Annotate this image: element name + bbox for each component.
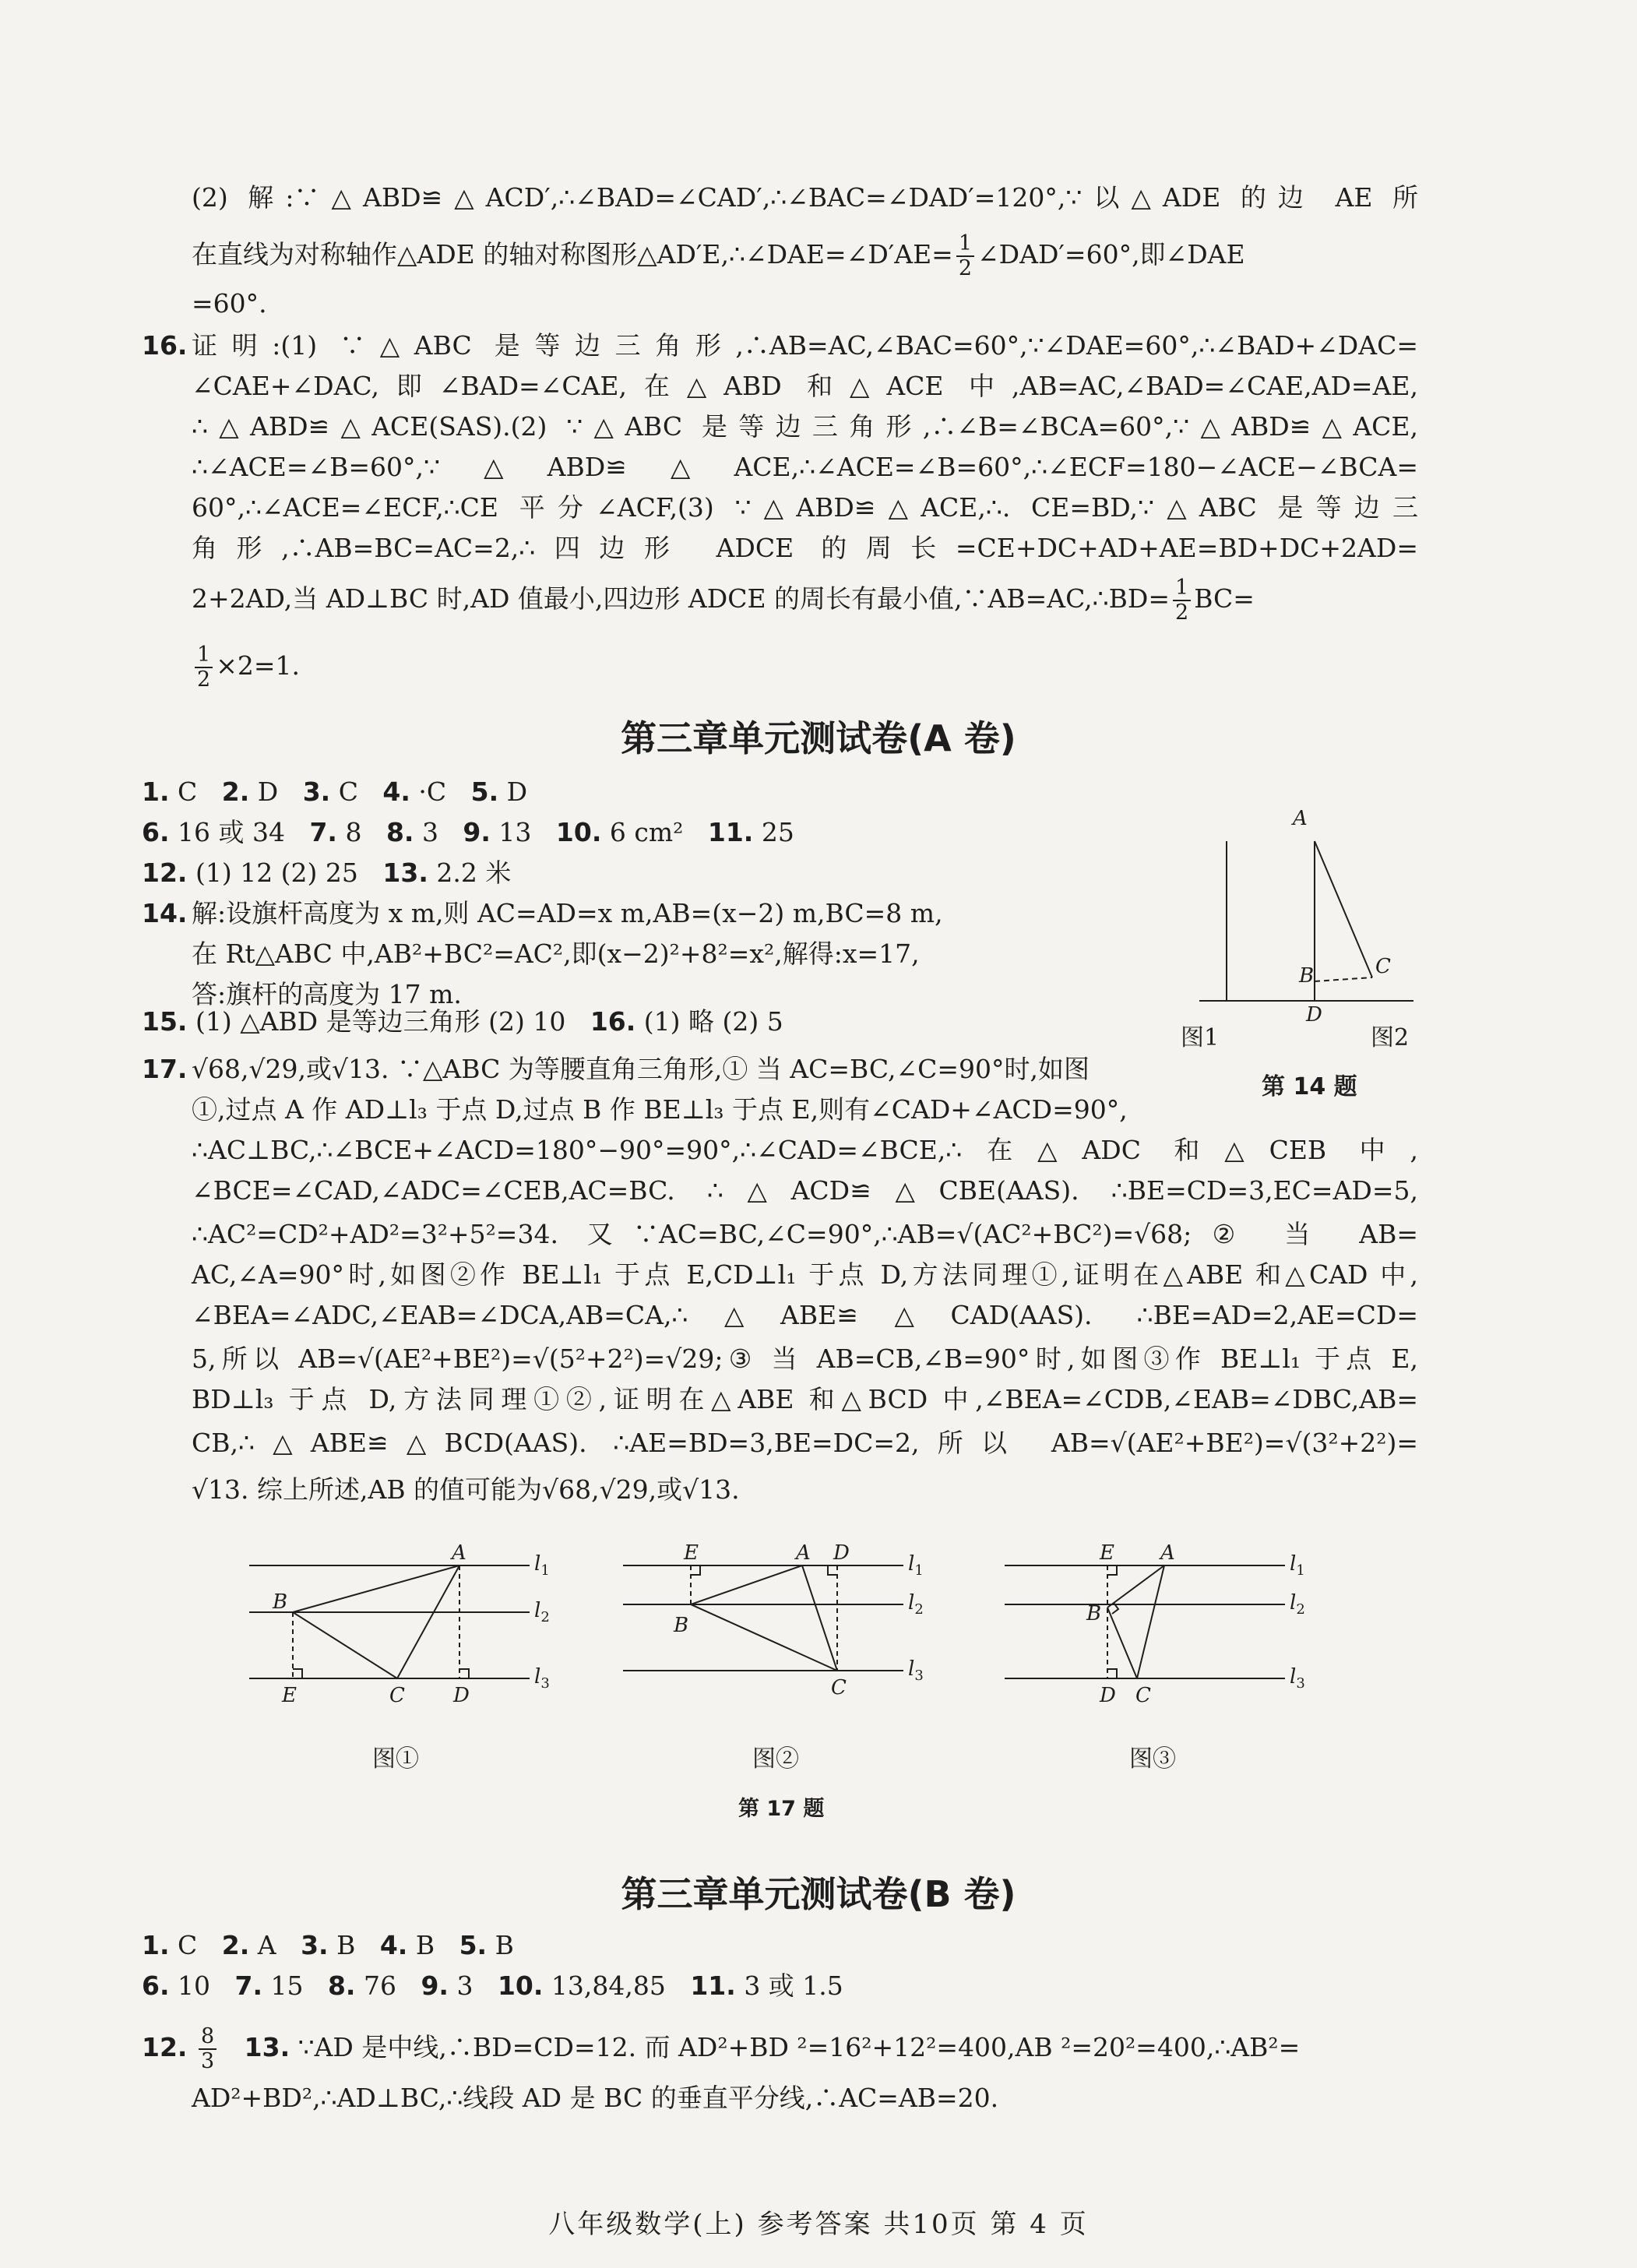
answer-num: 6.	[142, 817, 170, 847]
right-angle-e	[691, 1565, 700, 1575]
l-letter: l	[534, 1665, 541, 1689]
label-c: C	[1375, 955, 1391, 978]
answer-num: 11.	[690, 1970, 736, 2001]
l-subscript: 2	[540, 1609, 550, 1625]
label-l2	[1290, 1591, 1305, 1618]
fig14-caption1: 图1	[1181, 1024, 1220, 1051]
answer-value: 76	[363, 1970, 396, 2001]
q14a-line3: 答:旗杆的高度为 17 m.	[192, 979, 462, 1009]
l-letter: l	[908, 1591, 915, 1615]
answer-value: B	[495, 1930, 514, 1960]
segment-bc	[691, 1604, 837, 1671]
q16-line5: 60°,∴∠ACE=∠ECF,∴CE 平分∠ACF,(3) ∵△ABD≌△ACE,∴. CE=BD,∵△ABC 是等边三	[192, 492, 1418, 523]
l-letter: l	[1290, 1552, 1297, 1576]
answer-value: C	[178, 1930, 198, 1960]
q17-line7: ∠BEA=∠ADC,∠EAB=∠DCA,AB=CA,∴△ABE≌△CAD(AAS). ∴BE=AD=2,AE=CD=	[192, 1300, 1418, 1330]
label-c: C	[1135, 1684, 1151, 1707]
answer-value: (1) △ABD 是等边三角形 (2) 10	[195, 1006, 566, 1037]
answer-value: 15	[270, 1970, 304, 2001]
l-subscript: 3	[540, 1675, 550, 1692]
label-e: E	[684, 1542, 699, 1565]
q16-line7a: 2+2AD,当 AD⊥BC 时,AD 值最小,四边形 ADCE 的周长有最小值,∵AB=AC,∴BD=	[192, 583, 1170, 614]
answer-num: 7.	[234, 1970, 262, 2001]
l-letter: l	[534, 1599, 541, 1622]
q17-line5: ∴AC²=CD²+AD²=3²+5²=34. 又∵AC=BC,∠C=90°,∴AB=√(AC²+BC²)=√68;② 当 AB=	[192, 1219, 1418, 1249]
prev-part2-line2b: ∠DAD′=60°,即∠DAE	[977, 239, 1245, 269]
q14a-line2: 在 Rt△ABC 中,AB²+BC²=AC²,即(x−2)²+8²=x²,解得:x=17,	[192, 939, 920, 969]
q17-line10: CB,∴△ABE≌△BCD(AAS). ∴AE=BD=3,BE=DC=2,所以 AB=√(AE²+BE²)=√(3²+2²)=	[192, 1428, 1418, 1458]
q16-number-text: 16.	[142, 330, 188, 361]
section-b-row2	[142, 1969, 843, 2003]
answer-value: 2.2 米	[436, 858, 512, 888]
l-subscript: 1	[1296, 1562, 1305, 1579]
fig17-diagram3	[1005, 1542, 1305, 1707]
answer-value: ·C	[418, 777, 447, 807]
fraction-numerator: 8	[199, 2025, 217, 2050]
label-d: D	[453, 1684, 470, 1707]
q14a-line1: 解:设旗杆高度为 x m,则 AC=AD=x m,AB=(x−2) m,BC=8 m,	[192, 898, 943, 928]
q17-line2: ①,过点 A 作 AD⊥l₃ 于点 D,过点 B 作 BE⊥l₃ 于点 E,则有∠CAD+∠ACD=90°,	[192, 1094, 1128, 1125]
q16-number	[142, 329, 187, 363]
q16-line8-text: ×2=1.	[216, 650, 300, 681]
answer-num: 1.	[142, 1930, 170, 1960]
figure-17	[234, 1542, 1371, 1713]
answer-value: 3 或 1.5	[744, 1970, 843, 2001]
prev-part2-line2a: 在直线为对称轴作△ADE 的轴对称图形△AD′E,∴∠DAE=∠D′AE=	[192, 239, 953, 269]
l-letter: l	[1290, 1665, 1297, 1689]
answer-value: 3	[456, 1970, 473, 2001]
fraction-denominator: 2	[958, 256, 973, 280]
answer-value: 3	[421, 817, 438, 847]
answer-value: D	[506, 777, 528, 807]
label-l1	[908, 1552, 924, 1579]
answer-num: 13.	[244, 2032, 290, 2062]
section-a-title: 第三章单元测试卷(A 卷)	[621, 717, 1016, 759]
label-d: D	[1306, 1003, 1322, 1027]
q16-line8	[192, 643, 300, 692]
fig17-caption2: 图②	[752, 1745, 799, 1773]
answer-value: 10	[178, 1970, 210, 2001]
segment-ba	[691, 1565, 802, 1604]
fraction-denominator: 2	[1175, 600, 1189, 625]
q16-line7	[192, 576, 1255, 625]
prev-part2-line2	[192, 232, 1245, 280]
q16-line1: 证明:(1) ∵△ABC 是等边三角形,∴AB=AC,∠BAC=60°,∵∠DAE=60°,∴∠BAD+∠DAC=	[192, 330, 1418, 361]
section-a-row2	[142, 815, 794, 850]
section-b-q12-q13	[142, 2025, 1300, 2073]
label-c: C	[831, 1676, 847, 1699]
answer-num: 8.	[327, 1970, 356, 2001]
q13-line2: AD²+BD²,∴AD⊥BC,∴线段 AD 是 BC 的垂直平分线,∴AC=AB=20.	[192, 2083, 999, 2113]
answer-value: B	[336, 1930, 356, 1960]
l-subscript: 1	[540, 1562, 550, 1579]
answer-num: 9.	[463, 817, 491, 847]
fraction-half	[956, 232, 974, 280]
fig17-diagram2	[623, 1542, 924, 1699]
answer-num: 5.	[459, 1930, 488, 1960]
l-letter: l	[1290, 1591, 1297, 1615]
answer-value: B	[415, 1930, 435, 1960]
right-angle-e	[1107, 1565, 1117, 1575]
l-subscript: 1	[914, 1562, 924, 1579]
label-d: D	[833, 1542, 850, 1565]
answer-num: 4.	[379, 1930, 408, 1960]
label-l1	[1290, 1552, 1305, 1579]
q17-line4: ∠BCE=∠CAD,∠ADC=∠CEB,AC=BC. ∴△ACD≌△CBE(AAS). ∴BE=CD=3,EC=AD=5,	[192, 1175, 1418, 1206]
label-l1	[534, 1552, 550, 1579]
answer-num: 9.	[421, 1970, 449, 2001]
fraction-eight-thirds	[199, 2025, 217, 2073]
label-a: A	[796, 1542, 811, 1565]
section-a-row1	[142, 775, 527, 809]
q17-number-text: 17.	[142, 1054, 188, 1084]
answer-num: 7.	[309, 817, 337, 847]
q16-line7b: BC=	[1194, 583, 1255, 614]
label-c: C	[389, 1684, 405, 1707]
answer-value: D	[257, 777, 279, 807]
answer-num: 2.	[221, 1930, 250, 1960]
label-a: A	[1293, 807, 1308, 830]
answer-num: 3.	[301, 1930, 329, 1960]
fig17-caption3: 图③	[1129, 1745, 1176, 1773]
section-b-title: 第三章单元测试卷(B 卷)	[621, 1873, 1016, 1915]
l-letter: l	[908, 1657, 915, 1681]
segment-bc	[293, 1612, 397, 1678]
answer-num: 15.	[142, 1006, 188, 1037]
label-l3	[1290, 1665, 1305, 1692]
answer-num: 10.	[555, 817, 602, 847]
q13-line1: ∵AD 是中线,∴BD=CD=12. 而 AD²+BD ²=16²+12²=400,AB ²=20²=400,∴AB²=	[297, 2032, 1301, 2062]
answer-num: 13.	[382, 858, 428, 888]
q16-line3: ∴△ABD≌△ACE(SAS).(2) ∵△ABC 是等边三角形,∴∠B=∠BCA=60°,∵△ABD≌△ACE,	[192, 411, 1418, 442]
prev-part2-line3: =60°.	[192, 288, 267, 319]
l-letter: l	[534, 1552, 541, 1576]
q17-number	[142, 1052, 187, 1086]
label-a: A	[1160, 1542, 1175, 1565]
answer-value: (1) 12 (2) 25	[195, 858, 358, 888]
answer-num: 8.	[385, 817, 414, 847]
label-b: B	[1299, 964, 1315, 988]
answer-num: 3.	[302, 777, 331, 807]
section-b-row1	[142, 1928, 514, 1963]
answer-num: 6.	[142, 1970, 170, 2001]
l-letter: l	[908, 1552, 915, 1576]
answer-value: 6 cm²	[609, 817, 684, 847]
q14a-number	[142, 896, 187, 931]
page-footer: 八年级数学(上) 参考答案 共10页 第 4 页	[548, 2209, 1089, 2240]
answer-num: 16.	[590, 1006, 636, 1037]
q17-line6: AC,∠A=90°时,如图②作 BE⊥l₁ 于点 E,CD⊥l₁ 于点 D,方法同理①,证明在△ABE 和△CAD 中,	[192, 1259, 1418, 1290]
q17-line9: BD⊥l₃ 于点 D,方法同理①②,证明在△ABE 和△BCD 中,∠BEA=∠CDB,∠EAB=∠DBC,AB=	[192, 1384, 1418, 1414]
fraction-numerator: 1	[195, 643, 213, 668]
answer-num: 5.	[470, 777, 499, 807]
label-e: E	[1100, 1542, 1114, 1565]
right-angle-d	[459, 1669, 469, 1678]
fraction-denominator: 3	[200, 2049, 215, 2073]
dashed-line	[1315, 977, 1372, 981]
right-angle-d	[1107, 1669, 1117, 1678]
l-subscript: 2	[914, 1601, 924, 1618]
answer-num: 10.	[497, 1970, 544, 2001]
l-subscript: 3	[1296, 1675, 1305, 1692]
answer-num: 1.	[142, 777, 170, 807]
q17-line1: √68,√29,或√13. ∵△ABC 为等腰直角三角形,① 当 AC=BC,∠C=90°时,如图	[192, 1054, 1090, 1084]
fig14-title: 第 14 题	[1262, 1073, 1357, 1101]
fraction-numerator: 1	[1173, 576, 1191, 601]
answer-num: 2.	[221, 777, 250, 807]
right-angle-e	[293, 1669, 302, 1678]
fig17-title: 第 17 题	[738, 1797, 825, 1821]
l-subscript: 3	[914, 1668, 924, 1684]
answer-num: 11.	[707, 817, 754, 847]
answer-value: A	[257, 1930, 276, 1960]
answer-num: 12.	[142, 858, 188, 888]
q17-line8: 5,所以 AB=√(AE²+BE²)=√(5²+2²)=√29;③ 当 AB=CB,∠B=90°时,如图③作 BE⊥l₁ 于点 E,	[192, 1344, 1418, 1374]
label-b: B	[273, 1590, 288, 1614]
answer-value: C	[178, 777, 198, 807]
fraction-numerator: 1	[956, 232, 974, 257]
label-b: B	[1086, 1602, 1102, 1625]
answer-value: 13,84,85	[551, 1970, 666, 2001]
answer-num: 12.	[142, 2032, 188, 2062]
rope-line	[1315, 841, 1372, 977]
segment-ac	[397, 1565, 459, 1678]
segment-bc	[1107, 1608, 1137, 1678]
q14-number-text: 14.	[142, 898, 188, 928]
l-subscript: 2	[1296, 1601, 1305, 1618]
fraction-denominator: 2	[197, 667, 211, 692]
q17-line11: √13. 综上所述,AB 的值可能为√68,√29,或√13.	[192, 1474, 740, 1505]
answer-value: C	[338, 777, 358, 807]
label-l3	[908, 1657, 924, 1684]
section-a-row3	[142, 856, 511, 890]
segment-ac	[802, 1565, 837, 1671]
fig17-caption1: 图①	[372, 1745, 419, 1773]
q16-line4: ∴∠ACE=∠B=60°,∵△ABD≌△ACE,∴∠ACE=∠B=60°,∴∠ECF=180−∠ACE−∠BCA=	[192, 452, 1418, 482]
fig14-caption2: 图2	[1371, 1024, 1410, 1051]
answer-value: 8	[345, 817, 362, 847]
label-a: A	[452, 1542, 466, 1565]
segment-ba	[293, 1565, 459, 1612]
q17-line3: ∴AC⊥BC,∴∠BCE+∠ACD=180°−90°=90°,∴∠CAD=∠BCE,∴在△ADC 和△CEB 中,	[192, 1135, 1418, 1165]
answer-value: 25	[761, 817, 794, 847]
fig17-diagram1	[249, 1542, 550, 1707]
label-l3	[534, 1665, 550, 1692]
q16-line2: ∠CAE+∠DAC,即∠BAD=∠CAE,在△ABD 和△ACE 中,AB=AC,∠BAD=∠CAE,AD=AE,	[192, 371, 1418, 401]
label-b: B	[674, 1614, 689, 1637]
right-angle-d	[828, 1565, 837, 1575]
q16-line6: 角形,∴AB=BC=AC=2,∴四边形 ADCE 的周长=CE+DC+AD+AE=BD+DC+2AD=	[192, 533, 1418, 563]
answer-value: (1) 略 (2) 5	[643, 1006, 783, 1037]
answer-num: 4.	[382, 777, 410, 807]
label-l2	[908, 1591, 924, 1618]
label-l2	[534, 1599, 550, 1625]
label-e: E	[282, 1684, 297, 1707]
fraction-half-2	[1173, 576, 1191, 625]
label-d: D	[1100, 1684, 1116, 1707]
prev-part2-line1: (2) 解:∵△ABD≌△ACD′,∴∠BAD=∠CAD′,∴∠BAC=∠DAD′=120°,∵以△ADE 的边 AE 所	[192, 182, 1418, 213]
answer-value: 13	[498, 817, 532, 847]
q15a	[142, 1005, 783, 1039]
fraction-half-3	[195, 643, 213, 692]
answer-value: 16 或 34	[178, 817, 285, 847]
